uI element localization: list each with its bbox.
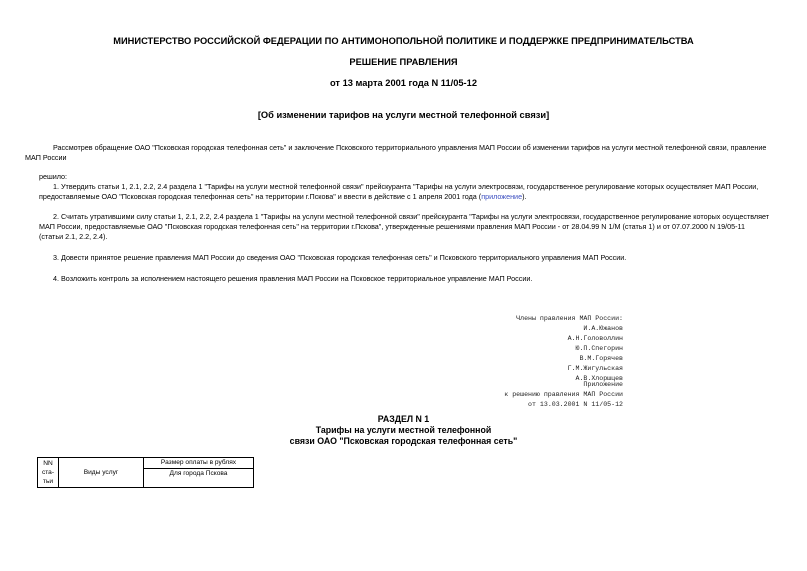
col-number-label: ста- [41,469,55,476]
signature-member: В.М.Горячев [579,355,623,362]
item-3: 3. Довести принятое решение правления МАП России до сведения ОАО "Псковская городская телефонная сеть" и Псковского территориального управления МАП России. [53,253,627,262]
item-2-line-1: 2. Считать утратившими силу статьи 1, 2.1, 2.2, 2.4 раздела 1 "Тарифы на услуги местной телефонной связи" прейскуранта "Тарифы на услуги электросвязи, государственное регулирование которых осуществляет [53,212,770,221]
signatures-block [516,314,623,384]
col-city-header: Для города Пскова [144,469,254,488]
intro-line-1: Рассмотрев обращение ОАО "Псковская городская телефонная сеть" и заключение Псковского территориального управления МАП России об изменении тарифов на услуги местной телефонной связи, правление [53,143,767,152]
appendix-line-2: к решению правления МАП России [504,391,623,398]
section-heading [0,414,807,447]
intro-paragraph [25,143,777,163]
intro-line-2: МАП России [25,153,67,162]
signature-member: Г.М.Жигульская [567,365,623,372]
item-1 [39,182,777,202]
tariff-table [37,457,254,488]
item-1-line-1: 1. Утвердить статьи 1, 2.1, 2.2, 2.4 раздела 1 "Тарифы на услуги местной телефонной связи" прейскуранта "Тарифы на услуги электросвязи, государственное регулирование которых осуществляет МАП России, [53,182,759,191]
appendix-link[interactable]: приложение [481,192,523,201]
document-date-number: от 13 марта 2001 года N 11/05-12 [329,78,477,88]
signature-member: И.А.Южанов [583,325,623,332]
item-4: 4. Возложить контроль за исполнением настоящего решения правления МАП России на Псковское территориальное управление МАП России. [53,274,533,283]
item-2-line-3: (статьи 2.1, 2.2, 2.4). [39,232,108,241]
section-subtitle-2: связи ОАО "Псковская городская телефонная сеть" [289,436,518,446]
item-2-line-2: МАП России, предоставляемые ОАО "Псковская городская телефонная сеть" на территории г.Пскова", утвержденные решениями правления МАП России - от 28.04.99 N 1/М (статья 1) и от 07.07.2000 N 19/05-11 [39,222,745,231]
appendix-note [504,380,623,410]
appendix-line-1: Приложение [583,381,623,388]
col-number-label: NN [43,460,53,467]
item-1-text-end: ). [522,192,527,201]
decided-label: решило: [39,172,68,181]
appendix-line-3: от 13.03.2001 N 11/05-12 [528,401,623,408]
col-payment-header: Размер оплаты в рублях [144,458,254,469]
col-number-header [38,458,59,488]
signatures-heading: Члены правления МАП России: [516,315,623,322]
table-header-row [38,458,254,469]
section-subtitle-1: Тарифы на услуги местной телефонной [315,425,492,435]
item-1-text: предоставляемые ОАО "Псковская городская телефонная сеть" на территории г.Пскова" и ввести в действие с 1 апреля 2001 года ( [39,192,482,201]
signature-member: Ю.П.Спегорин [575,345,623,352]
col-number-label: тьи [42,478,54,485]
document-type: РЕШЕНИЕ ПРАВЛЕНИЯ [349,57,458,67]
signature-member: А.Н.Головоллин [567,335,623,342]
signature-member: А.В.Хлоршцев [575,375,623,382]
section-title: РАЗДЕЛ N 1 [377,414,430,424]
document-subject: [Об изменении тарифов на услуги местной телефонной связи] [257,110,550,120]
ministry-title: МИНИСТЕРСТВО РОССИЙСКОЙ ФЕДЕРАЦИИ ПО АНТИМОНОПОЛЬНОЙ ПОЛИТИКЕ И ПОДДЕРЖКЕ ПРЕДПРИНИМАТЕЛЬСТВА [113,36,694,46]
col-services-header: Виды услуг [59,458,144,488]
item-2 [39,212,777,242]
item-1-line-2 [39,192,777,202]
